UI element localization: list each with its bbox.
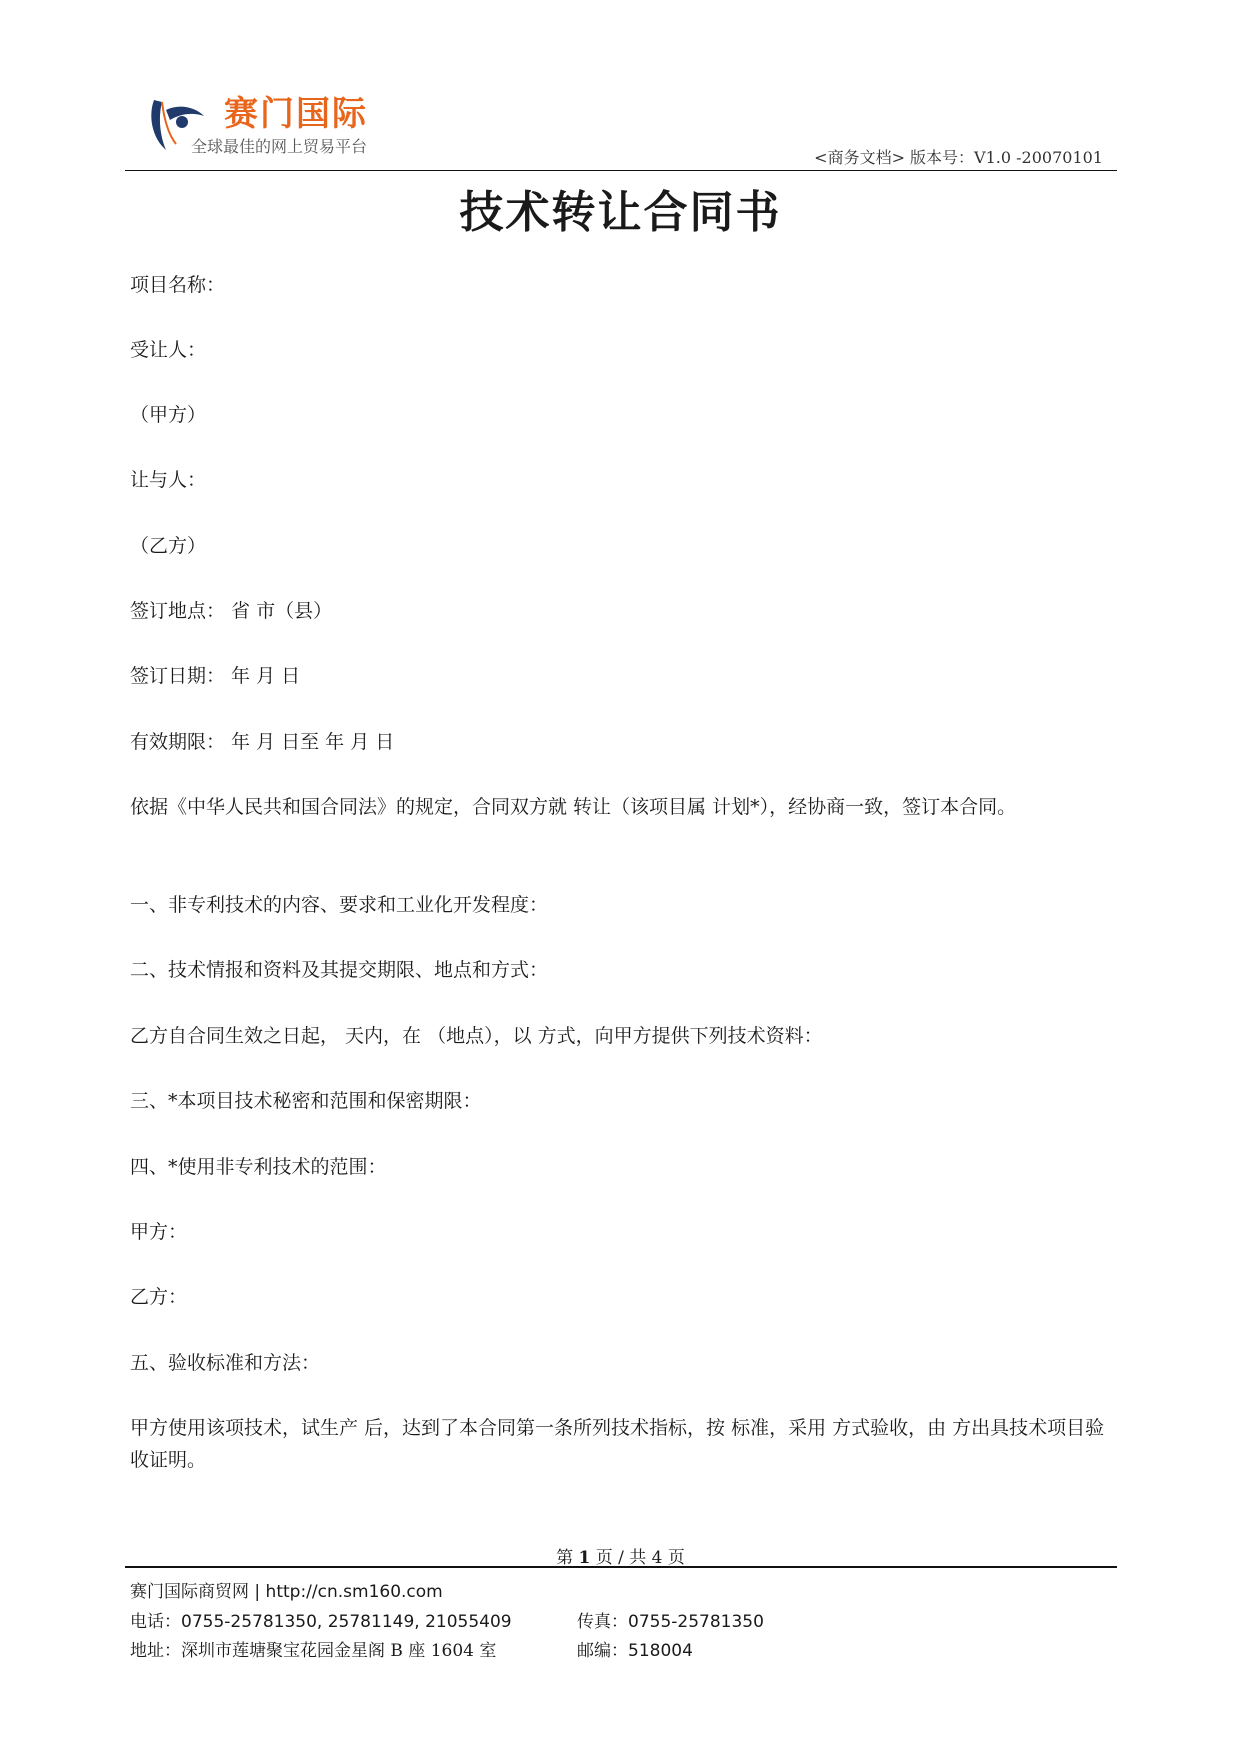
total-pages: 4 bbox=[651, 1548, 663, 1568]
field-signing-date: 签订日期： 年 月 日 bbox=[130, 665, 301, 687]
section-5-paragraph: 甲方使用该项技术，试生产 后，达到了本合同第一条所列技术指标，按 标准，采用 方式验收，由 方出具技术项目验收证明。 bbox=[130, 1417, 1105, 1471]
footer-site-name: 赛门国际商贸网 bbox=[130, 1582, 249, 1602]
footer-zip-value: 518004 bbox=[628, 1641, 693, 1661]
footer-site: 赛门国际商贸网 | http://cn.sm160.com bbox=[130, 1582, 443, 1602]
field-transferor: 让与人： bbox=[130, 469, 207, 491]
section-4-heading: 四、*使用非专利技术的范围： bbox=[130, 1156, 387, 1178]
section-2-heading: 二、技术情报和资料及其提交期限、地点和方式： bbox=[130, 959, 549, 981]
footer-zip: 邮编：518004 bbox=[577, 1641, 693, 1661]
field-signing-place: 签订地点： 省 市（县） bbox=[130, 600, 333, 622]
footer-address: 地址：深圳市莲塘聚宝花园金星阁 B 座 1604 室 bbox=[130, 1641, 497, 1661]
header-divider bbox=[125, 170, 1117, 171]
preamble-paragraph: 依据《中华人民共和国合同法》的规定，合同双方就 转让（该项目属 计划*），经协商一致，签订本合同。 bbox=[130, 796, 1017, 818]
field-party-a: （甲方） bbox=[130, 404, 207, 426]
brand-slogan: 全球最佳的网上贸易平台 bbox=[191, 137, 368, 156]
section-3-heading: 三、*本项目技术秘密和范围和保密期限： bbox=[130, 1090, 482, 1112]
brand-name: 赛门国际 bbox=[224, 94, 368, 134]
current-page: 1 bbox=[578, 1548, 591, 1568]
field-validity-period: 有效期限： 年 月 日至 年 月 日 bbox=[130, 731, 395, 753]
footer-fax: 传真：0755-25781350 bbox=[577, 1612, 764, 1632]
footer-fax-value: 0755-25781350 bbox=[628, 1612, 764, 1632]
field-party-b: （乙方） bbox=[130, 535, 207, 557]
section-1-heading: 一、非专利技术的内容、要求和工业化开发程度： bbox=[130, 894, 549, 916]
section-5-heading: 五、验收标准和方法： bbox=[130, 1352, 321, 1374]
footer-phone: 电话：0755-25781350, 25781149, 21055409 bbox=[130, 1612, 512, 1632]
section-2-paragraph: 乙方自合同生效之日起， 天内，在 （地点），以 方式，向甲方提供下列技术资料： bbox=[130, 1025, 823, 1047]
footer-phone-value: 0755-25781350, 25781149, 21055409 bbox=[181, 1612, 512, 1632]
section-4-party-b: 乙方： bbox=[130, 1286, 188, 1308]
section-4-party-a: 甲方： bbox=[130, 1221, 188, 1243]
field-project-name: 项目名称： bbox=[130, 274, 226, 296]
footer-address-value: 深圳市莲塘聚宝花园金星阁 B 座 1604 室 bbox=[181, 1641, 497, 1661]
footer-site-link[interactable]: http://cn.sm160.com bbox=[265, 1582, 443, 1602]
field-transferee: 受让人： bbox=[130, 339, 207, 361]
page-number: 第 1 页 / 共 4 页 bbox=[556, 1548, 685, 1568]
document-title: 技术转让合同书 bbox=[459, 187, 782, 238]
footer-divider bbox=[125, 1566, 1117, 1568]
document-version: <商务文档> 版本号：V1.0 -20070101 bbox=[814, 148, 1103, 167]
brand-logo bbox=[146, 90, 406, 162]
